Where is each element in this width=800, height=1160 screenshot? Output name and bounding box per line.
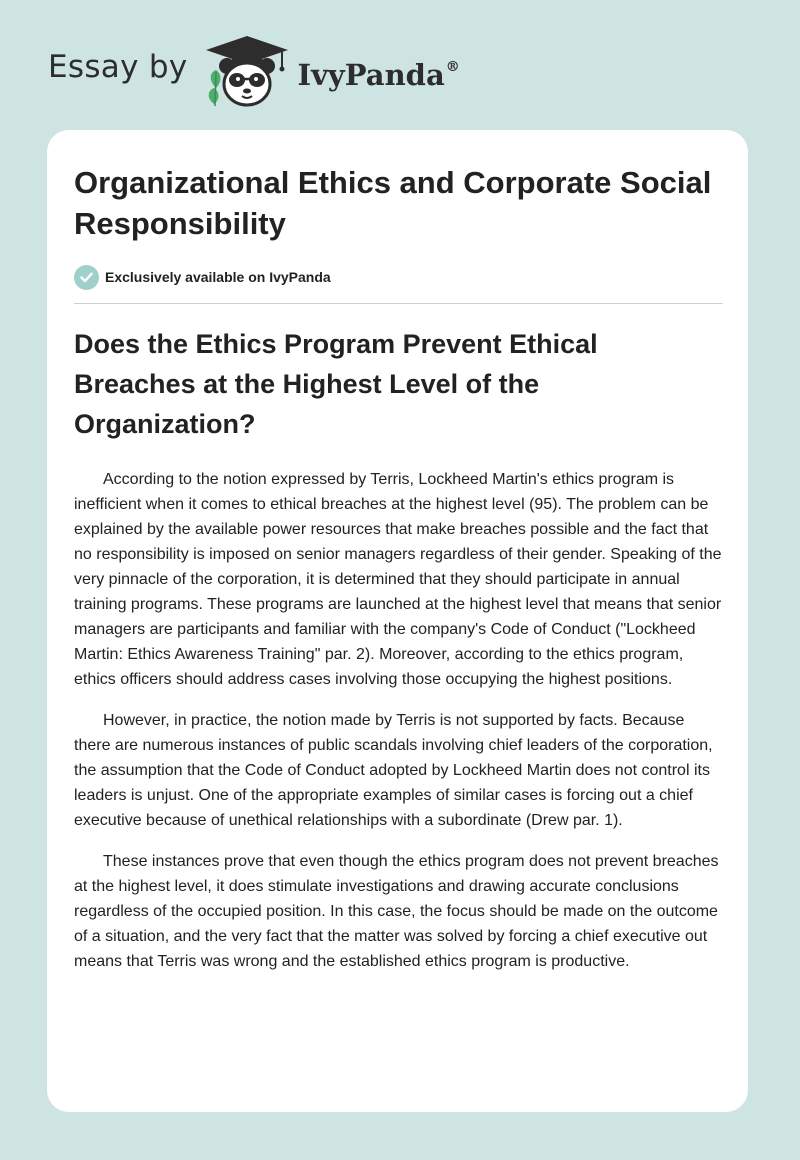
divider (74, 303, 723, 304)
essay-title: Organizational Ethics and Corporate Social Responsibility (74, 165, 712, 241)
panda-graduate-logo-icon[interactable] (202, 30, 292, 110)
essay-card (47, 130, 748, 1112)
exclusive-label: Exclusively available on IvyPanda (105, 269, 331, 285)
paragraph: According to the notion expressed by Terris, Lockheed Martin's ethics program is inefficient when it comes to ethical breaches at the highest level (95). The problem can be explained by the available power resources that make breaches possible and the fact that no responsibility is imposed on senior managers regardless of their gender. Speaking of the very pinnacle of the corporation, it is determined that they should participate in annual training programs. These programs are launched at the highest level that means that senior managers are participants and familiar with the company's Code of Conduct ("Lockheed Martin: Ethics Awareness Training" par. 2). Moreover, according to the ethics program, ethics officers should address cases involving those occupying the highest positions. (74, 471, 722, 688)
section-heading: Does the Ethics Program Prevent Ethical Breaches at the Highest Level of the Organization? (74, 329, 598, 439)
registered-mark: ® (445, 59, 460, 75)
essay-by-label: Essay by (48, 49, 188, 85)
site-header (48, 30, 460, 110)
paragraph: However, in practice, the notion made by Terris is not supported by facts. Because there are numerous instances of public scandals involving chief leaders of the corporation, the assumption that the Code of Conduct adopted by Lockheed Martin does not control its leaders is unjust. One of the appropriate examples of similar cases is forcing out a chief executive because of unethical relationships with a subordinate (Drew par. 1). (74, 712, 713, 829)
brand-name[interactable]: IvyPanda® (297, 58, 460, 92)
check-circle-icon (74, 265, 99, 290)
essay-body (74, 467, 722, 990)
paragraph: These instances prove that even though the ethics program does not prevent breaches at the highest level, it does stimulate investigations and drawing accurate conclusions regardless of the occupied position. In this case, the focus should be made on the outcome of a situation, and the very fact that the matter was solved by forcing a chief executive out means that Terris was wrong and the established ethics program is productive. (74, 853, 719, 970)
exclusive-badge (74, 264, 331, 290)
